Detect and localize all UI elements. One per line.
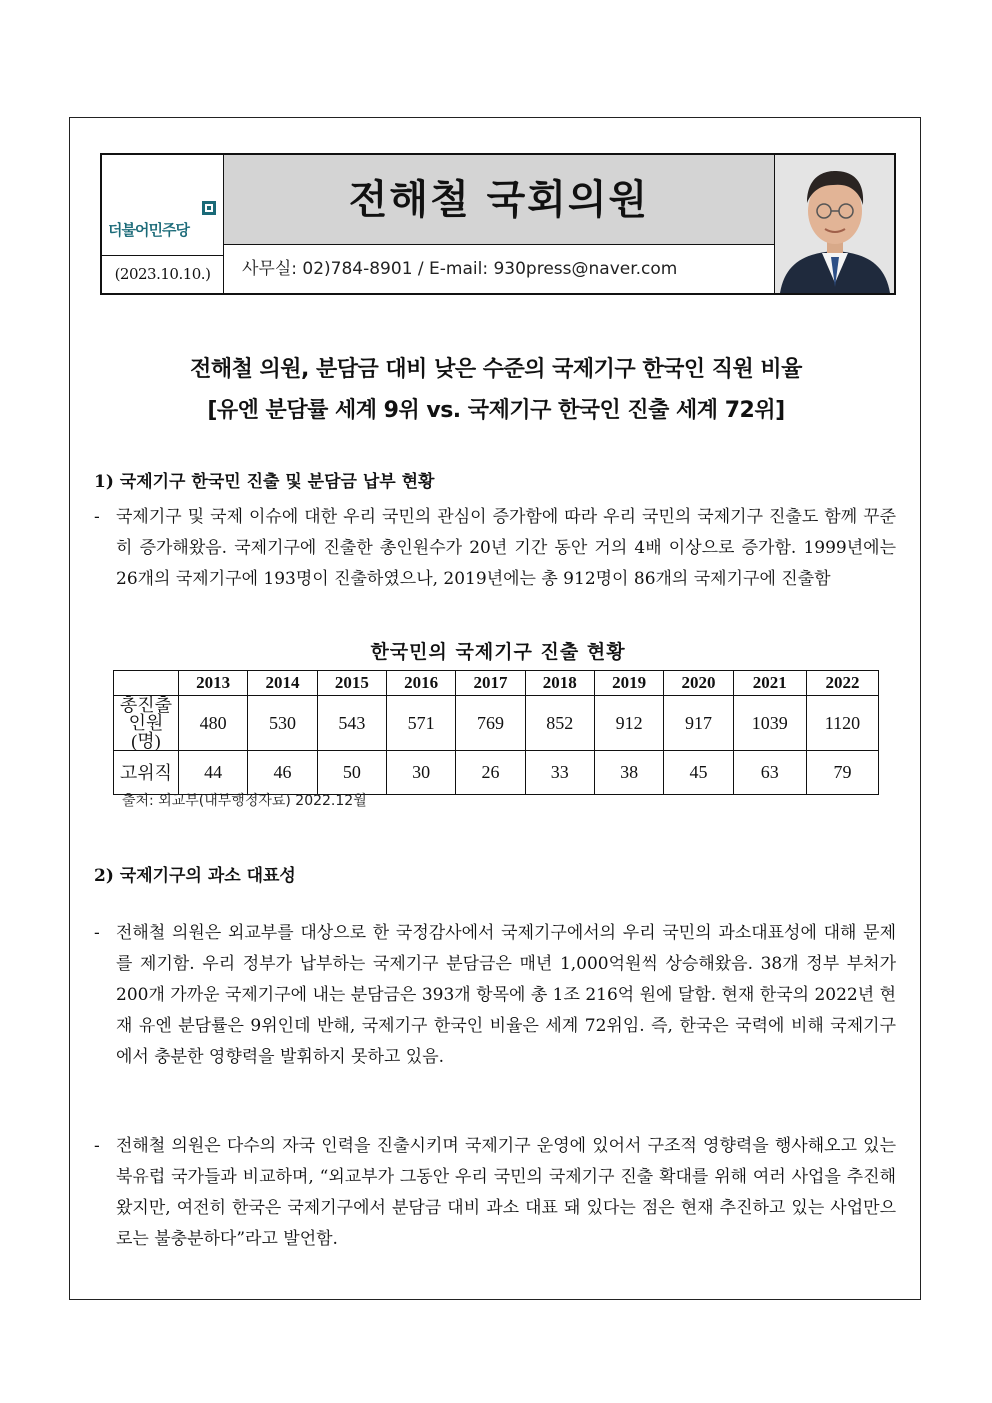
section1-paragraph	[94, 502, 896, 595]
section2-text1: 전해철 의원은 외교부를 대상으로 한 국정감사에서 국제기구에서의 우리 국민의 과소대표성에 대해 문제를 제기함. 우리 정부가 납부하는 국제기구 분담금은 매년 1,000억원씩 상승해왔음. 38개 정부 부처가 200개 가까운 국제기구에 내는 분담금은 393개 항목에 총 1조 216억 원에 달함. 현재 한국의 2022년 현재 유엔 분담률은 9위인데 반해, 국제기구 한국인 비율은 세계 72위임. 즉, 한국은 국력에 비해 국제기구에서 충분한 영향력을 발휘하지 못하고 있음.	[116, 923, 896, 1067]
table-cell: 33	[525, 751, 594, 795]
release-date: (2023.10.10.)	[102, 255, 224, 293]
page-title: 전해철 국회의원	[224, 155, 774, 245]
table-cell: 571	[386, 696, 455, 751]
section1-heading: 1) 국제기구 한국민 진출 및 분담금 납부 현황	[94, 472, 435, 492]
contact-info: 사무실: 02)784-8901 / E-mail: 930press@naver.com	[242, 259, 678, 279]
table-source: 출처: 외교부(내부행정자료) 2022.12월	[122, 793, 367, 809]
table-cell: 530	[248, 696, 317, 751]
table-cell: 917	[664, 696, 733, 751]
year-header: 2014	[248, 671, 317, 696]
portrait-image	[775, 155, 894, 293]
year-header: 2015	[317, 671, 386, 696]
press-header	[100, 153, 896, 295]
table-cell: 46	[248, 751, 317, 795]
party-logo: 더불어민주당	[108, 221, 189, 239]
bullet-dash: -	[94, 507, 100, 527]
year-header: 2017	[456, 671, 525, 696]
headline-line2: [유엔 분담률 세계 9위 vs. 국제기구 한국인 진출 세계 72위]	[207, 398, 785, 423]
table-header-row	[114, 671, 879, 696]
table-cell: 26	[456, 751, 525, 795]
table-cell: 912	[594, 696, 663, 751]
table-row	[114, 751, 879, 795]
year-header: 2013	[179, 671, 248, 696]
table-cell: 30	[386, 751, 455, 795]
table-cell: 63	[733, 751, 806, 795]
year-header: 2022	[806, 671, 878, 696]
table-cell: 38	[594, 751, 663, 795]
year-header: 2021	[733, 671, 806, 696]
section2-paragraph2	[94, 1131, 896, 1255]
row-label: 고위직	[114, 751, 179, 795]
table-cell: 44	[179, 751, 248, 795]
table-cell: 480	[179, 696, 248, 751]
section2-text2: 전해철 의원은 다수의 자국 인력을 진출시키며 국제기구 운영에 있어서 구조적 영향력을 행사해오고 있는 북유럽 국가들과 비교하며, “외교부가 그동안 우리 국민의 국제기구 진출 확대를 위해 여러 사업을 추진해왔지만, 여전히 한국은 국제기구에서 분담금 대비 과소 대표 돼 있다는 점은 현재 추진하고 있는 사업만으로는 불충분하다”라고 발언함.	[116, 1136, 896, 1249]
bullet-dash: -	[94, 1136, 100, 1156]
party-logo-icon	[202, 201, 216, 215]
headline-line1: 전해철 의원, 분담금 대비 낮은 수준의 국제기구 한국인 직원 비율	[190, 357, 802, 382]
section2-paragraph1	[94, 918, 896, 1073]
table-row	[114, 696, 879, 751]
row-label-line1: 총진출	[119, 695, 173, 715]
table-cell: 79	[806, 751, 878, 795]
section1-text: 국제기구 및 국제 이슈에 대한 우리 국민의 관심이 증가함에 따라 우리 국민의 국제기구 진출도 함께 꾸준히 증가해왔음. 국제기구에 진출한 총인원수가 20년 기간 동안 거의 4배 이상으로 증가함. 1999년에는 26개의 국제기구에 193명이 진출하였으나, 2019년에는 총 912명이 86개의 국제기구에 진출함	[116, 507, 896, 589]
table-cell: 1120	[806, 696, 878, 751]
row-label-line2: 인원(명)	[128, 713, 164, 751]
year-header: 2018	[525, 671, 594, 696]
table-corner	[114, 671, 179, 696]
table-cell: 543	[317, 696, 386, 751]
staffing-table	[113, 670, 879, 795]
section2-heading: 2) 국제기구의 과소 대표성	[94, 866, 296, 886]
table-cell: 50	[317, 751, 386, 795]
table-cell: 852	[525, 696, 594, 751]
bullet-dash: -	[94, 923, 100, 943]
portrait-photo	[774, 155, 894, 293]
table-cell: 1039	[733, 696, 806, 751]
table-cell: 769	[456, 696, 525, 751]
table-cell: 45	[664, 751, 733, 795]
year-header: 2016	[386, 671, 455, 696]
year-header: 2019	[594, 671, 663, 696]
row-label	[114, 696, 179, 751]
year-header: 2020	[664, 671, 733, 696]
party-logo-cell	[102, 155, 224, 255]
table-title: 한국민의 국제기구 진출 현황	[370, 641, 626, 663]
